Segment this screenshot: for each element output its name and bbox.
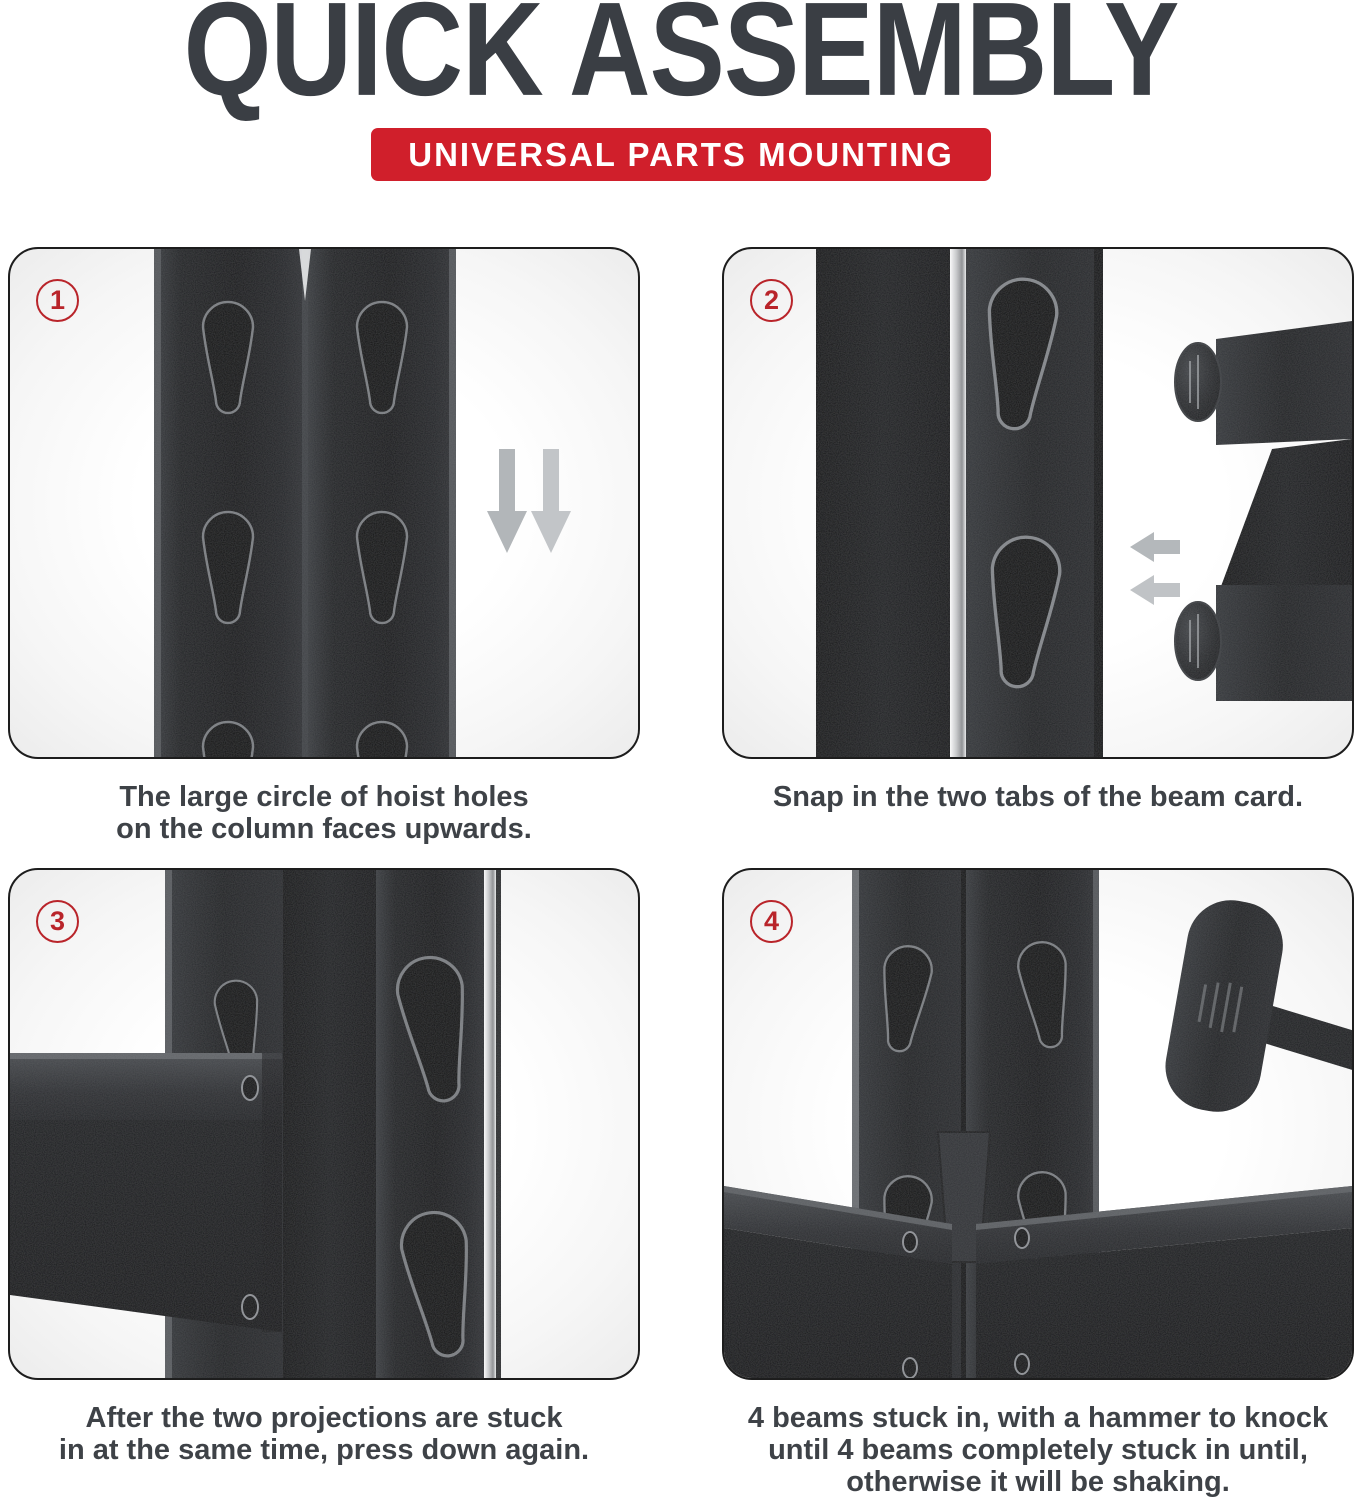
- down-arrows-icon: [487, 449, 571, 553]
- step-2-caption: Snap in the two tabs of the beam card.: [772, 781, 1304, 813]
- rivet: [242, 1295, 258, 1319]
- steps-grid: [8, 247, 1354, 1498]
- step-1-illustration: [10, 249, 638, 757]
- step-3-caption: After the two projections are stuck in at the same time, press down again.: [58, 1402, 590, 1466]
- step-number-badge: 1: [36, 279, 79, 322]
- step-3: [8, 868, 640, 1498]
- page-title: QUICK ASSEMBLY: [183, 0, 1179, 124]
- step-number-badge: 3: [36, 900, 79, 943]
- step-number-badge: 2: [750, 279, 793, 322]
- rivet: [242, 1076, 258, 1100]
- step-4-caption: 4 beams stuck in, with a hammer to knock until 4 beams completely stuck in until, otherwise it will be shaking.: [747, 1402, 1329, 1498]
- beam-illustration: [10, 1053, 282, 1332]
- step-3-illustration: [10, 870, 638, 1378]
- step-2: [722, 247, 1354, 868]
- column-illustration: [816, 249, 1103, 757]
- rivet: [1015, 1354, 1029, 1374]
- rivet: [903, 1232, 917, 1252]
- step-2-panel: [722, 247, 1354, 759]
- step-3-panel: [8, 868, 640, 1380]
- step-number-badge: 4: [750, 900, 793, 943]
- step-1-panel: [8, 247, 640, 759]
- step-4: [722, 868, 1354, 1498]
- step-2-illustration: [724, 249, 1352, 757]
- step-4-illustration: [724, 870, 1352, 1378]
- column-illustration: [154, 249, 456, 757]
- mallet-icon: [1158, 893, 1352, 1118]
- step-1: [8, 247, 640, 868]
- left-arrows-icon: [1130, 532, 1180, 605]
- banner: [371, 128, 991, 181]
- header: [0, 0, 1362, 124]
- rivet: [1015, 1228, 1029, 1248]
- step-1-caption: The large circle of hoist holes on the column faces upwards.: [116, 781, 532, 845]
- rivet: [903, 1358, 917, 1378]
- banner-label: UNIVERSAL PARTS MOUNTING: [408, 135, 954, 173]
- step-4-panel: [722, 868, 1354, 1380]
- beam-card-illustration: [1175, 321, 1352, 701]
